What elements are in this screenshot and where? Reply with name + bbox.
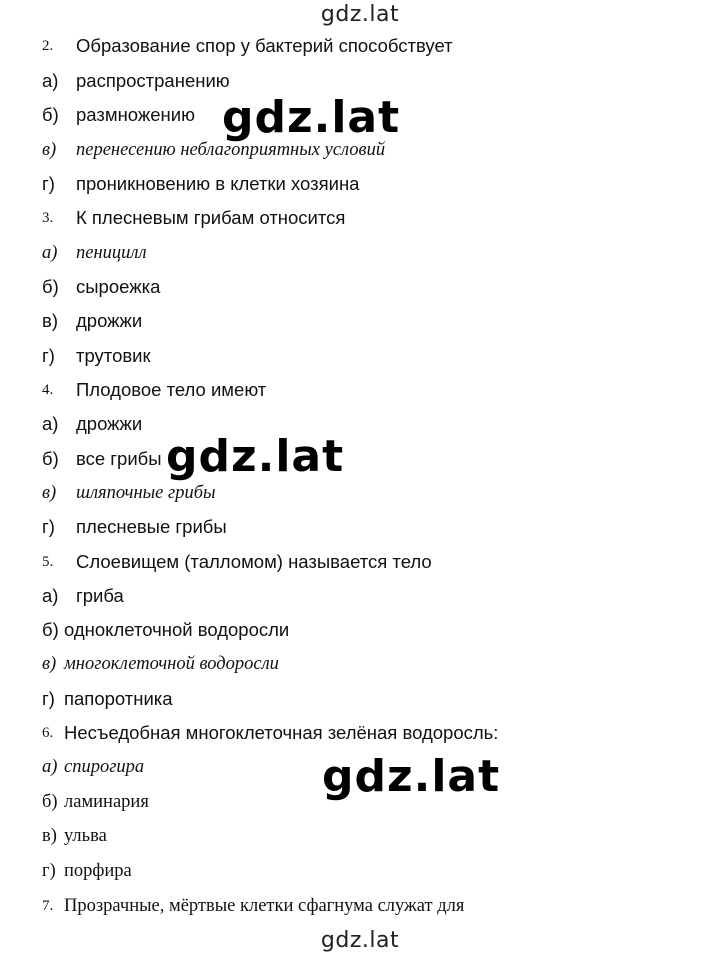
option-marker: г) [42, 861, 56, 881]
option-text: дрожжи [76, 413, 143, 434]
question-number: 4. [42, 382, 54, 398]
option-marker: б) [42, 448, 59, 469]
question-text: Прозрачные, мёртвые клетки сфагнума служат для [64, 896, 465, 916]
option-marker: г) [42, 688, 55, 709]
question-number: 6. [42, 725, 54, 741]
option-marker: а) [42, 757, 58, 777]
question-number: 3. [42, 210, 54, 226]
question-number: 2. [42, 38, 54, 54]
question-text: Плодовое тело имеют [76, 379, 267, 400]
watermark-footer: gdz.lat [320, 928, 400, 953]
option-marker: а) [42, 413, 59, 434]
option-text: шляпочные грибы [76, 483, 216, 503]
option-marker: б) [42, 276, 59, 297]
question-text: К плесневым грибам относится [76, 207, 346, 228]
option-text: размножению [76, 104, 195, 125]
option-text: порфира [64, 861, 132, 881]
option-marker: в) [42, 310, 58, 331]
option-text: дрожжи [76, 310, 143, 331]
option-text: гриба [76, 585, 124, 606]
watermark-large: gdz.lat [166, 431, 345, 482]
option-text: сыроежка [76, 276, 161, 297]
question-text: Несъедобная многоклеточная зелёная водоросль: [64, 722, 499, 743]
option-text: распространению [76, 70, 230, 91]
option-text: перенесению неблагоприятных условий [76, 140, 386, 160]
option-text: пеницилл [76, 243, 147, 263]
watermark-large: gdz.lat [222, 92, 401, 143]
question-text: Образование спор у бактерий способствует [76, 35, 453, 56]
option-text: спирогира [64, 757, 145, 777]
option-text: многоклеточной водоросли [64, 654, 279, 674]
option-marker: а) [42, 585, 59, 606]
question-number: 7. [42, 898, 54, 914]
option-marker: а) [42, 243, 58, 263]
option-text: папоротника [64, 688, 173, 709]
watermark-large: gdz.lat [322, 751, 501, 802]
option-text: ламинария [64, 792, 149, 812]
option-marker: а) [42, 70, 59, 91]
watermark-header: gdz.lat [320, 2, 400, 27]
question-number: 5. [42, 554, 54, 570]
option-text: трутовик [76, 345, 151, 366]
option-text: ульва [64, 826, 107, 846]
option-text: все грибы [76, 448, 162, 469]
option-marker: г) [42, 516, 55, 537]
option-marker: в) [42, 654, 57, 674]
option-text: одноклеточной водоросли [64, 619, 290, 640]
option-marker: б) [42, 104, 59, 125]
option-marker: в) [42, 483, 57, 503]
option-marker: в) [42, 140, 57, 160]
option-marker: г) [42, 173, 55, 194]
option-marker: б) [42, 792, 58, 812]
option-text: проникновению в клетки хозяина [76, 173, 360, 194]
option-marker: г) [42, 345, 55, 366]
option-text: плесневые грибы [76, 516, 227, 537]
question-text: Слоевищем (талломом) называется тело [76, 551, 432, 572]
option-marker: в) [42, 826, 57, 846]
option-marker: б) [42, 619, 59, 640]
